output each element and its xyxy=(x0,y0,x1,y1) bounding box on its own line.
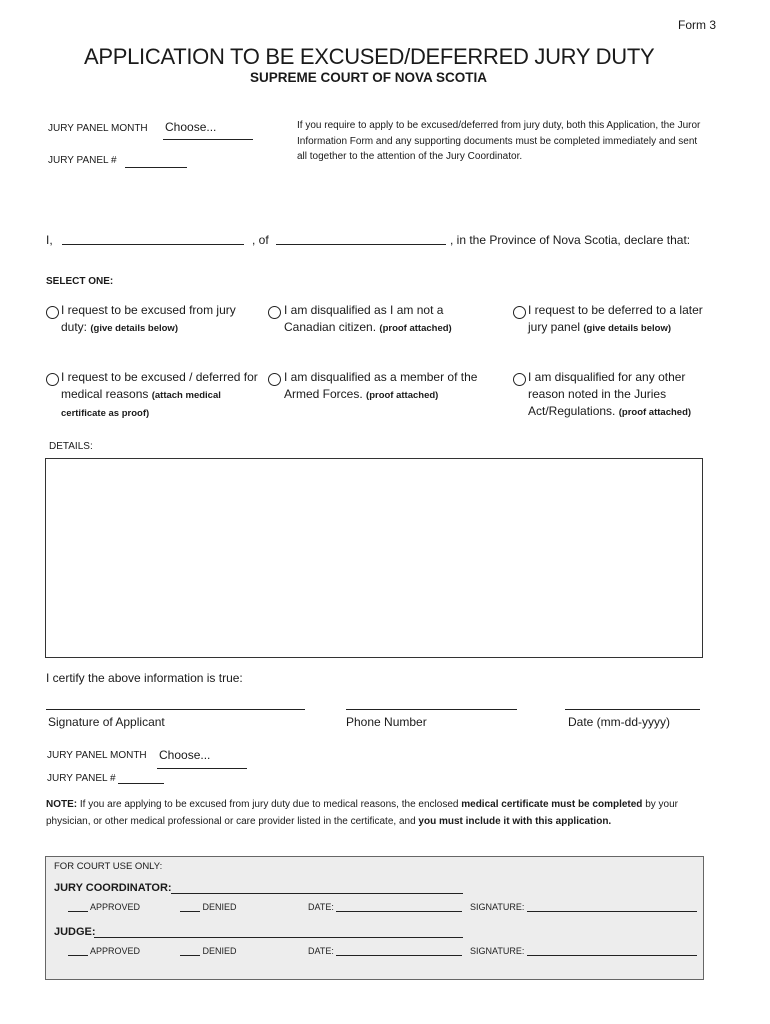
coordinator-approved-field[interactable] xyxy=(68,911,88,912)
option-medical-radio[interactable] xyxy=(46,373,59,386)
option-medical-text: I request to be excused / deferred for medical reasons xyxy=(61,370,258,401)
option-not-citizen-radio[interactable] xyxy=(268,306,281,319)
applicant-location-field[interactable] xyxy=(276,232,446,245)
option-armed-forces-text: I am disqualified as a member of the Armed Forces. xyxy=(284,370,478,401)
coordinator-denied-label: DENIED xyxy=(202,902,237,912)
judge-name-field[interactable] xyxy=(94,936,463,938)
declaration-suffix: , in the Province of Nova Scotia, declare that: xyxy=(450,233,691,247)
coordinator-approved xyxy=(68,902,140,912)
option-excused xyxy=(61,302,256,337)
signature-label: Signature of Applicant xyxy=(48,715,165,729)
judge-denied xyxy=(180,946,237,956)
signature-field[interactable] xyxy=(46,699,305,710)
court-use-box xyxy=(45,856,704,980)
coordinator-name-field[interactable] xyxy=(171,892,463,894)
option-not-citizen xyxy=(284,302,469,337)
coordinator-date xyxy=(308,902,462,912)
declaration-prefix: I, xyxy=(46,233,53,247)
option-armed-forces-radio[interactable] xyxy=(268,373,281,386)
page-title: APPLICATION TO BE EXCUSED/DEFERRED JURY DUTY xyxy=(84,44,655,69)
jury-panel-month-value-2: Choose... xyxy=(159,748,211,762)
judge-signature xyxy=(470,946,697,956)
option-other-reason-radio[interactable] xyxy=(513,373,526,386)
judge-label: JUDGE: xyxy=(54,926,96,938)
jury-panel-number-label-2: JURY PANEL # xyxy=(47,773,116,784)
option-not-citizen-note: (proof attached) xyxy=(379,323,452,334)
jury-panel-month-label: JURY PANEL MONTH xyxy=(48,123,148,134)
option-other-reason xyxy=(528,369,710,421)
details-textarea[interactable] xyxy=(45,458,703,658)
option-not-citizen-text: I am disqualified as I am not a Canadian citizen. xyxy=(284,303,444,334)
phone-label: Phone Number xyxy=(346,715,427,729)
jury-panel-month-label-2: JURY PANEL MONTH xyxy=(47,750,147,761)
coordinator-signature-label: SIGNATURE: xyxy=(470,902,525,912)
coordinator-approved-label: APPROVED xyxy=(90,902,141,912)
option-medical-note: (attach medical certificate as proof) xyxy=(61,390,221,419)
judge-date-label: DATE: xyxy=(308,946,334,956)
judge-approved-field[interactable] xyxy=(68,955,88,956)
coordinator-signature-field[interactable] xyxy=(527,911,697,912)
note-bold-2: you must include it with this application. xyxy=(418,815,612,827)
applicant-name-field[interactable] xyxy=(62,232,244,245)
medical-note xyxy=(46,797,696,830)
option-deferred xyxy=(528,302,706,337)
coordinator-denied xyxy=(180,902,237,912)
note-text-1: If you are applying to be excused from jury duty due to medical reasons, the enclosed xyxy=(79,799,459,810)
coordinator-label: JURY COORDINATOR: xyxy=(54,882,172,894)
jury-panel-month-select[interactable] xyxy=(163,119,253,140)
judge-approved xyxy=(68,946,140,956)
option-armed-forces xyxy=(284,369,496,404)
note-bold-1: medical certificate must be completed xyxy=(461,799,643,810)
coordinator-date-field[interactable] xyxy=(336,911,462,912)
judge-date-field[interactable] xyxy=(336,955,462,956)
option-excused-radio[interactable] xyxy=(46,306,59,319)
date-field[interactable] xyxy=(565,699,700,710)
option-deferred-note: (give details below) xyxy=(583,323,672,334)
option-excused-note: (give details below) xyxy=(90,323,178,334)
judge-approved-label: APPROVED xyxy=(90,946,141,956)
declaration-of: , of xyxy=(252,233,269,247)
phone-field[interactable] xyxy=(346,699,517,710)
jury-panel-number-field[interactable] xyxy=(125,154,187,168)
date-label: Date (mm-dd-yyyy) xyxy=(568,715,671,729)
page-subtitle: SUPREME COURT OF NOVA SCOTIA xyxy=(250,70,488,85)
jury-panel-month-select-2[interactable] xyxy=(157,746,247,769)
court-use-header: FOR COURT USE ONLY: xyxy=(54,861,163,872)
select-one-label: SELECT ONE: xyxy=(46,276,114,287)
details-label: DETAILS: xyxy=(49,441,93,452)
coordinator-denied-field[interactable] xyxy=(180,911,200,912)
judge-signature-field[interactable] xyxy=(527,955,697,956)
judge-date xyxy=(308,946,462,956)
note-label: NOTE: xyxy=(46,799,78,810)
instructions-text: If you require to apply to be excused/deferred from jury duty, both this Application, the Juror Information Form and any supporting documents must be completed immediately and sent all together to the attention of the Jury Coordinator. xyxy=(297,120,701,162)
form-number: Form 3 xyxy=(677,18,716,32)
coordinator-signature xyxy=(470,902,697,912)
option-medical xyxy=(61,369,259,422)
coordinator-date-label: DATE: xyxy=(308,902,334,912)
option-other-reason-note: (proof attached) xyxy=(618,407,692,418)
option-other-reason-text: I am disqualified for any other reason noted in the Juries Act/Regulations. xyxy=(528,370,686,418)
option-excused-text: I request to be excused from jury duty: xyxy=(61,303,236,334)
jury-panel-number-label: JURY PANEL # xyxy=(48,155,117,166)
jury-panel-month-value: Choose... xyxy=(165,120,217,134)
certify-text: I certify the above information is true: xyxy=(46,671,243,685)
option-armed-forces-note: (proof attached) xyxy=(366,390,439,401)
judge-denied-label: DENIED xyxy=(202,946,237,956)
note-text-2: by your physician, or other medical professional or care provider listed in the certificate, and xyxy=(46,799,678,827)
option-deferred-text: I request to be deferred to a later jury panel xyxy=(528,303,703,334)
judge-signature-label: SIGNATURE: xyxy=(470,946,525,956)
option-deferred-radio[interactable] xyxy=(513,306,526,319)
jury-panel-number-field-2[interactable] xyxy=(118,771,164,784)
judge-denied-field[interactable] xyxy=(180,955,200,956)
